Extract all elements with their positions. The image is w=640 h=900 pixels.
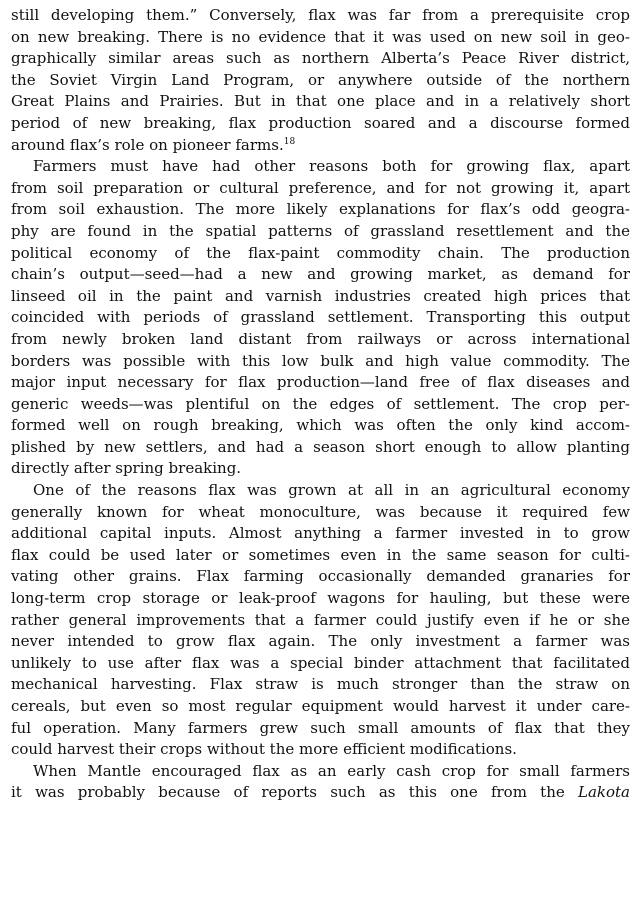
footnote-marker: 18 [283,136,296,147]
paragraph-2 [11,156,630,480]
text-line: Farmers must have had other reasons both for growing flax, apart [33,157,630,176]
paragraph-4 [11,761,630,804]
text-line-content: around flax’s role on pioneer farms. [11,135,284,154]
text-line: flax could be used later or sometimes even in the same season for culti- [11,545,630,564]
text-line: One of the reasons flax was grown at all in an agricultural economy [33,481,630,500]
text-line: from soil exhaustion. The more likely explanations for flax’s odd geogra- [11,200,630,219]
text-line: chain’s output—seed—had a new and growing market, as demand for [11,265,630,284]
text-line: unlikely to use after flax was a special binder attachment that facilitated [11,653,630,672]
text-line: coincided with periods of grassland settlement. Transporting this output [11,308,630,327]
text-line: additional capital inputs. Almost anything a farmer invested in to grow [11,524,630,543]
text-line: formed well on rough breaking, which was often the only kind accom- [11,416,630,435]
text-line: vating other grains. Flax farming occasionally demanded granaries for [11,567,630,586]
text-line-content: it was probably because of reports such as this one from the [11,783,565,802]
text-line: generic weeds—was plentiful on the edges of settlement. The crop per- [11,394,630,413]
paragraph-1 [11,5,630,156]
text-line: from soil preparation or cultural preference, and for not growing it, apart [11,178,630,197]
text-line: ful operation. Many farmers grew such small amounts of flax that they [11,718,630,737]
text-line: major input necessary for flax production—land free of flax diseases and [11,373,630,392]
paragraph-3 [11,480,630,761]
text-line: plished by new settlers, and had a season short enough to allow planting [11,437,630,456]
text-line: political economy of the flax-paint commodity chain. The production [11,243,630,262]
text-line: borders was possible with this low bulk and high value commodity. The [11,351,630,370]
text-line: long-term crop storage or leak-proof wagons for hauling, but these were [11,589,630,608]
text-line: still developing them.” Conversely, flax was far from a prerequisite crop [11,6,630,24]
text-line: generally known for wheat monoculture, was because it required few [11,502,630,521]
text-line: period of new breaking, flax production soared and a discourse formed [11,113,630,132]
text-line: linseed oil in the paint and varnish industries created high prices that [11,286,630,305]
italic-term: Lakota [578,783,630,802]
text-line-last: could harvest their crops without the more efficient modifications. [11,740,517,759]
text-line: from newly broken land distant from railways or across international [11,329,630,348]
text-line: graphically similar areas such as northern Alberta’s Peace River district, [11,49,630,68]
text-line: rather general improvements that a farmer could justify even if he or she [11,610,630,629]
text-line: the Soviet Virgin Land Program, or anywhere outside of the northern [11,70,630,89]
text-line: cereals, but even so most regular equipment would harvest it under care- [11,697,630,715]
text-line-last [11,135,630,157]
text-line: phy are found in the spatial patterns of grassland resettlement and the [11,221,630,240]
text-line: When Mantle encouraged flax as an early cash crop for small farmers [33,761,630,780]
text-line: mechanical harvesting. Flax straw is much stronger than the straw on [11,675,630,694]
text-line: never intended to grow flax again. The only investment a farmer was [11,632,630,651]
text-line: Great Plains and Prairies. But in that one place and in a relatively short [11,92,630,111]
text-line-with-italic [11,782,630,804]
text-line: on new breaking. There is no evidence that it was used on new soil in geo- [11,27,630,46]
text-line-last: directly after spring breaking. [11,459,242,478]
